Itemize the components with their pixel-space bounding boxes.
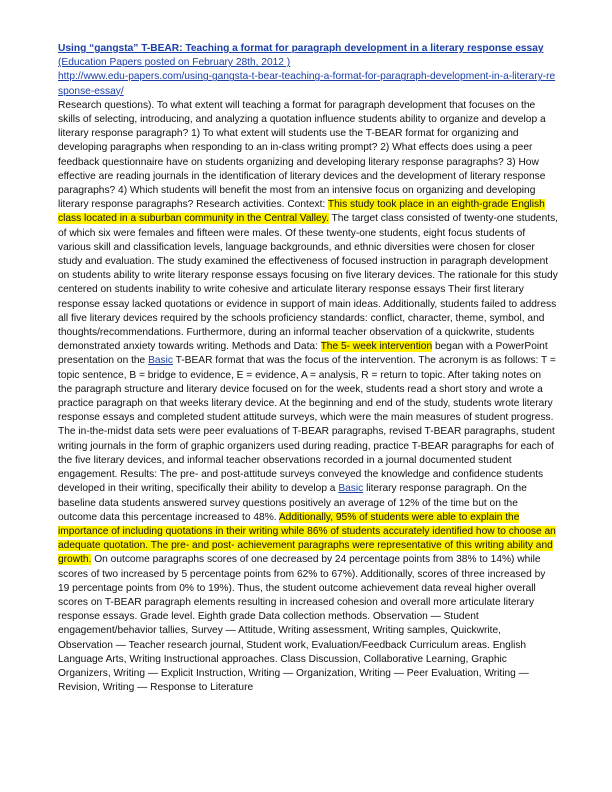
body-text-acronym: T-BEAR format that was the focus of the intervention. The acronym is as follows: T = topic sentence, B = bridge to evidence, E = evidence, A = analysis, R = return to topic. After taking notes on the paragraph structure and literary device focused on for the week, students read a short story and wrote a practice paragraph on that weeks literary device. At the beginning and end of the study, students wrote literary response essays and completed student attitude surveys, which were the main measures of student progress. The in-the-midst data sets were peer evaluations of T-BEAR paragraphs, revised T-BEAR paragraphs, student writing journals in the form of graphic organizers used during reading, practice T-BEAR paragraphs for each of the five literary devices, and informal teacher observations recorded in a journal documented student engagement. Results: The pre- and post-attitude surveys conveyed the knowledge and confidence students developed in their writing, specifically their ability to develop a xyxy=(58,355,556,495)
highlight-results: Additionally, 95% of students were able to explain the importance of including quotations in their writing while 86% of students accurately identified how to choose an adequate quotation. The pre- and post- achievement paragraphs were representative of this writing ability and growth. xyxy=(58,511,556,566)
article-meta[interactable]: (Education Papers posted on February 28th, 2012 ) xyxy=(58,57,291,69)
article-title-link[interactable]: Using “gangsta” T-BEAR: Teaching a format for paragraph development in a literary response essay xyxy=(58,43,544,54)
body-text-survey-results: literary response paragraph. On the baseline data students answered survey questions positively an average of 12% of the time but on the outcome data this percentage increased to 48%. xyxy=(58,483,527,523)
article-url-link[interactable]: http://www.edu-papers.com/using-gangsta-t-bear-teaching-a-format-for-paragraph-development-in-a-literary-response-essay/ xyxy=(58,71,556,97)
body-text-powerpoint: began with a PowerPoint presentation on the xyxy=(58,341,548,367)
basic-link-2[interactable]: Basic xyxy=(338,483,364,495)
article-body xyxy=(58,99,558,696)
document-page xyxy=(58,42,558,695)
highlight-intervention: The 5- week intervention xyxy=(320,341,433,353)
body-text-outcomes: On outcome paragraphs scores of one decreased by 24 percentage points from 38% to 14%) while scores of two increased by 5 percentage points from 62% to 67%). Additionally, scores of three increased by 19 percentage points from 0% to 19%). Thus, the student outcome achievement data reveal higher overall scores on T-BEAR paragraph elements resulting in increased cohesion and overall more articulate literary response essays. Grade level. Eighth grade Data collection methods. Observation — Student engagement/behavior tallies, Survey — Attitude, Writing assessment, Writing samples, Quickwrite, Observation — Teacher research journal, Student work, Evaluation/Feedback Curriculum areas. English Language Arts, Writing Instructional approaches. Class Discussion, Collaborative Learning, Graphic Organizers, Writing — Explicit Instruction, Writing — Organization, Writing — Peer Evaluation, Writing — Revision, Writing — Response to Literature xyxy=(58,554,546,694)
article-header xyxy=(58,42,558,99)
body-text-target-class: The target class consisted of twenty-one students, of which six were females and fifteen were males. Of these twenty-one students, eight focus students of various skill and classification levels, language backgrounds, and ethnic diversities were chosen for closer study and evaluation. The study examined the effectiveness of focused instruction in paragraph development on students ability to write literary response essays focusing on five literary devices. The rationale for this study centered on students inability to write cohesive and articulate literary response essays Their first literary response essay lacked quotations or evidence in support of main ideas. Additionally, students failed to address all five literary devices required by the schools proficiency standards: conflict, character, theme, symbol, and thoughts/recommendations. Furthermore, during an informal teacher observation of a quickwrite, students demonstrated anxiety towards writing. Methods and Data: xyxy=(58,213,559,353)
highlight-context: This study took place in an eighth-grade English class located in a suburban community in the Central Valley. xyxy=(58,199,545,225)
body-text-research-questions: Research questions). To what extent will teaching a format for paragraph development that focuses on the skills of selecting, introducing, and analyzing a quotation influence students ability to organize and develop a literary response paragraph? 1) To what extent will students use the T-BEAR format for organizing and developing paragraphs when responding to an in-class writing prompt? 2) What effects does using a peer feedback questionnaire have on students organizing and developing literary response paragraphs? 3) How effective are reading journals in the identification of literary devices and the development of literary response paragraphs? 4) Which students will benefit the most from an intensive focus on organizing and developing literary response paragraphs? Research activities. Context: xyxy=(58,99,546,211)
basic-link-1[interactable]: Basic xyxy=(148,355,173,367)
